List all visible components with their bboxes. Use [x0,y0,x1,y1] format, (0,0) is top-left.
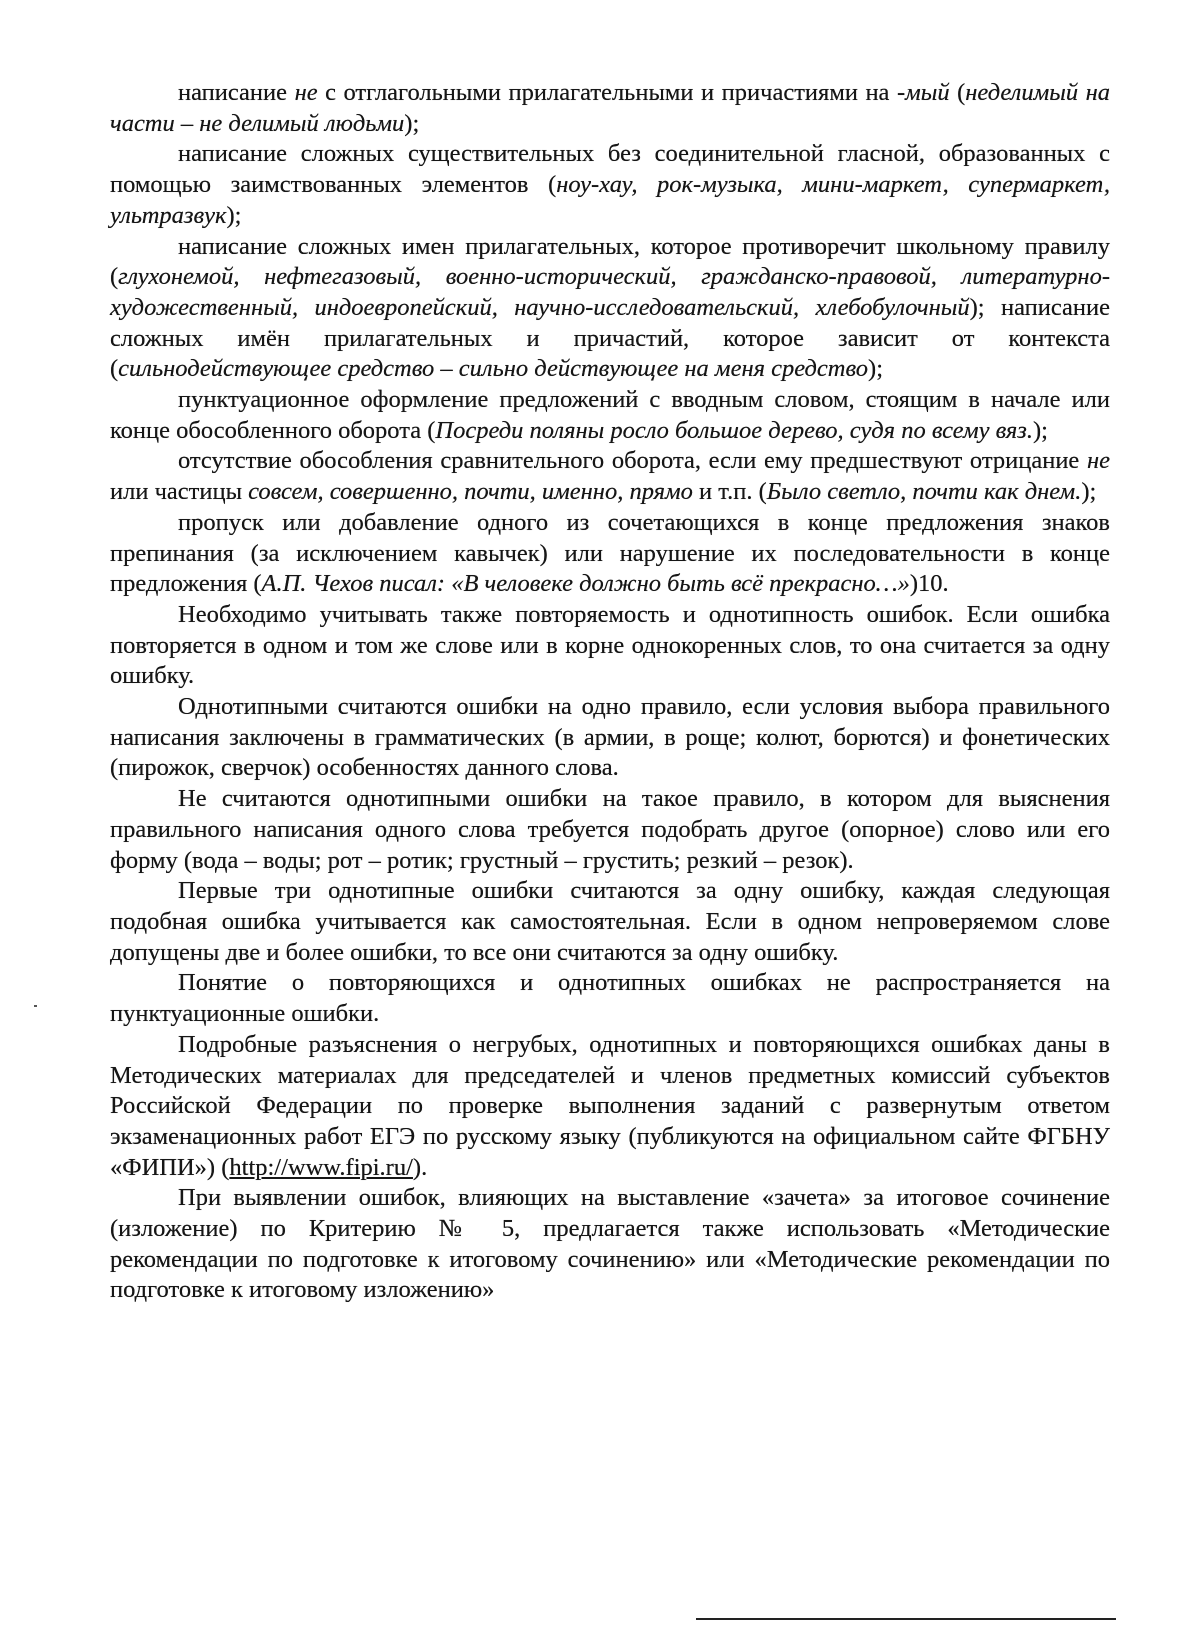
paragraph-3 [110,232,1110,386]
italic-example: глухонемой, нефтегазовый, военно-исторический, гражданско-правовой, литературно-художественный, индоевропейский, научно-исследовательский, хлебобулочный [110,263,1110,321]
text-run: )10. [909,570,949,598]
text-run: написание сложных существительных без соединительной гласной, образованных с помощью заимствованных элементов ( [110,140,1110,199]
paragraph-13 [110,1183,1110,1306]
text-run: написание [178,79,295,106]
text-run: пропуск или добавление одного из сочетающихся в конце предложения знаков препинания (за исключением кавычек) или нарушение их последовательности в конце предложения ( [110,508,1110,598]
text-run: ); [868,355,883,383]
italic-example: сильнодействующее средство – сильно действующее на меня средство [118,355,869,383]
paragraph-5 [110,446,1110,507]
paragraph-12 [110,1030,1110,1184]
text-run: пунктуационное оформление предложений с вводным словом, стоящим в начале или конце обособленного оборота ( [110,386,1110,444]
fipi-link[interactable]: http://www.fipi.ru/ [229,1153,413,1181]
text-run: ). [412,1153,428,1181]
italic-example: Было светло, почти как днем. [766,478,1082,506]
document-page [110,78,1110,1306]
text-run: и т.п. ( [692,478,767,506]
text-run: с отглагольными прилагательными и причастиями на [317,79,897,106]
paragraph-4 [110,385,1110,446]
paragraph-9 [110,784,1110,876]
paragraph-1 [110,78,1110,139]
italic-example: не [1086,447,1110,475]
text-run: ); [404,109,420,137]
text-run: Однотипными считаются ошибки на одно правило, если условия выбора правильного написания заключены в грамматических (в армии, в роще; колют, борются) и фонетических (пирожок, сверчок) особенностях данного слова. [110,693,1110,782]
paragraph-10 [110,876,1110,968]
text-run: или частицы [110,478,249,506]
paragraph-2 [110,139,1110,231]
text-run: Первые три однотипные ошибки считаются за одну ошибку, каждая следующая подобная ошибка учитывается как самостоятельная. Если в одном непроверяемом слове допущены две и более ошибки, то все они считаются за одну ошибку. [110,877,1110,966]
italic-example: совсем, совершенно, почти, именно, прямо [248,478,693,506]
text-run: Необходимо учитывать также повторяемость и однотипность ошибок. Если ошибка повторяется в одном и том же слове или в корне однокоренных слов, то она считается за одну ошибку. [110,600,1110,690]
italic-example: неделимый на части – не делимый людьми [110,79,1110,137]
italic-example: Посреди поляны росло большое дерево, судя по всему вяз. [435,416,1033,444]
text-run: ); написание сложных имён прилагательных и причастий, которое зависит от контекста ( [110,293,1110,383]
italic-example: не [294,79,318,106]
paragraph-11 [110,968,1110,1029]
text-run: ( [949,79,966,106]
text-run: написание сложных имен прилагательных, которое противоречит школьному правилу ( [110,232,1110,291]
italic-example: А.П. Чехов писал: «В человеке должно быть всё прекрасно…» [261,570,910,598]
text-run: При выявлении ошибок, влияющих на выставление «зачета» за итоговое сочинение (изложение) по Критерию № 5, предлагается также использовать «Методические рекомендации по подготовке к итоговому сочинению» или «Методические рекомендации по подготовке к итоговому изложению» [110,1184,1110,1304]
scan-speck [34,1005,37,1007]
italic-example: -мый [896,79,950,106]
text-run: отсутствие обособления сравнительного оборота, если ему предшествуют отрицание [178,447,1087,475]
paragraph-7 [110,600,1110,692]
footnote-separator-line [696,1618,1116,1620]
text-run: Подробные разъяснения о негрубых, однотипных и повторяющихся ошибках даны в Методических материалах для председателей и членов предметных комиссий субъектов Российской Федерации по проверке выполнения заданий с развернутым ответом экзаменационных работ ЕГЭ по русскому языку (публикуются на официальном сайте ФГБНУ «ФИПИ») ( [110,1030,1110,1181]
text-run: ); [1081,478,1097,506]
paragraph-8 [110,692,1110,784]
text-run: ); [1032,416,1048,444]
text-run: ); [226,201,242,229]
italic-example: ноу-хау, рок-музыка, мини-маркет, супермаркет, ультразвук [110,171,1110,229]
text-run: Понятие о повторяющихся и однотипных ошибках не распространяется на пунктуационные ошибки. [110,969,1110,1028]
text-run: Не считаются однотипными ошибки на такое правило, в котором для выяснения правильного написания одного слова требуется подобрать другое (опорное) слово или его форму (вода – воды; рот – ротик; грустный – грустить; резкий – резок). [110,785,1110,874]
paragraph-6 [110,508,1110,600]
